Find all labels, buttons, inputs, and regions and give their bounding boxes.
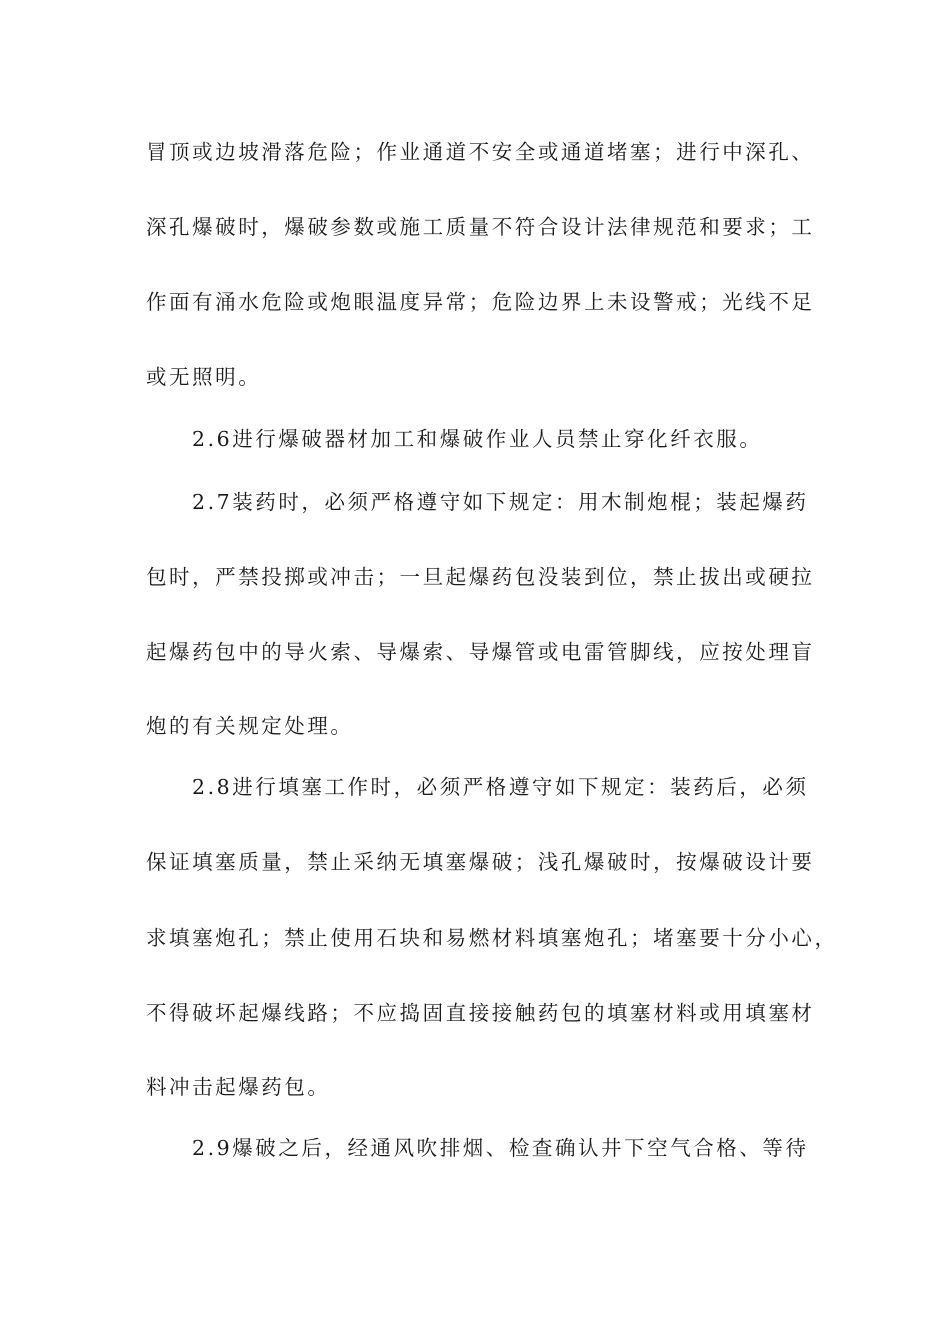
text-line: 或无照明。 [146,365,262,389]
text-line: 料冲击起爆药包。 [146,1075,331,1099]
text-line: 包时，严禁投掷或冲击；一旦起爆药包没装到位，禁止拔出或硬拉 [146,565,815,589]
paragraph-2-8: 2.8进行填塞工作时，必须严格遵守如下规定：装药后，必须 [192,775,809,799]
paragraph-2-6: 2.6进行爆破器材加工和爆破作业人员禁止穿化纤衣服。 [192,427,763,451]
text-line: 不得破坏起爆线路；不应捣固直接接触药包的填塞材料或用填塞材 [146,1001,815,1025]
paragraph-2-7: 2.7装药时，必须严格遵守如下规定：用木制炮棍；装起爆药 [192,490,809,514]
paragraph-2-9: 2.9爆破之后，经通风吹排烟、检查确认井下空气合格、等待 [192,1136,809,1160]
text-line: 求填塞炮孔；禁止使用石块和易燃材料填塞炮孔；堵塞要十分小心， [146,926,838,950]
text-line: 起爆药包中的导火索、导爆索、导爆管或电雷管脚线，应按处理盲 [146,640,815,664]
text-line: 冒顶或边坡滑落危险；作业通道不安全或通道堵塞；进行中深孔、 [146,140,815,164]
text-line: 作面有涌水危险或炮眼温度异常；危险边界上未设警戒；光线不足 [146,290,815,314]
text-line: 炮的有关规定处理。 [146,714,354,738]
text-line: 深孔爆破时，爆破参数或施工质量不符合设计法律规范和要求；工 [146,215,815,239]
text-line: 保证填塞质量，禁止采纳无填塞爆破；浅孔爆破时，按爆破设计要 [146,850,815,874]
